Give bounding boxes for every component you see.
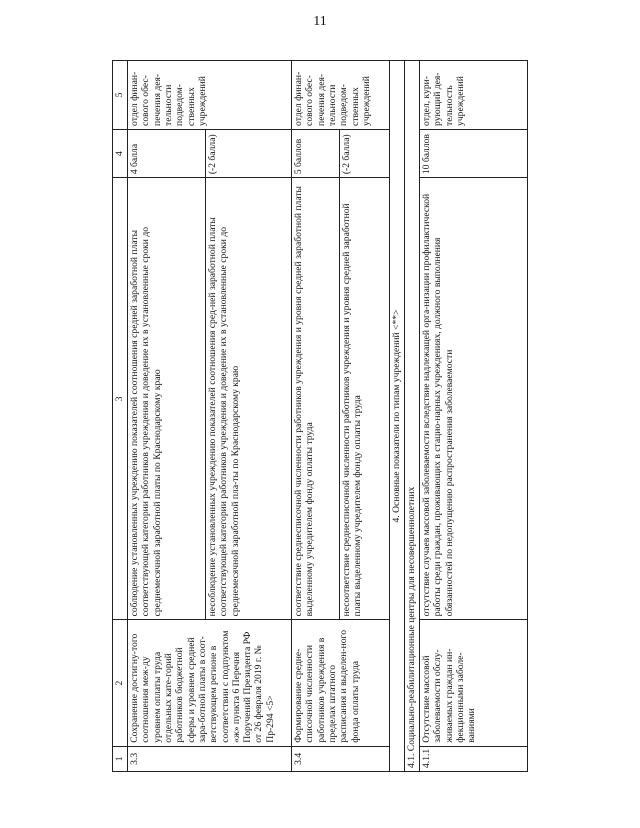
penalty-score: (-2 балла): [340, 129, 390, 177]
responsible-unit: отдел финан-сового обес-печения дея-тельности подведом-ственных учреждений: [292, 61, 390, 130]
condition-met: соблюдение установленных учреждению показателей соотношения средней заработной платы соответствующей категории работников учреждения и доведение их в установленные сроки до среднемесячной заработной платы по Краснодарскому краю: [128, 178, 206, 620]
rotated-table-area: [112, 60, 528, 772]
row-number: 4.1.1: [420, 746, 528, 771]
header-col-4: 4: [113, 129, 128, 177]
score: 4 балла: [128, 129, 206, 177]
header-col-3: 3: [113, 178, 128, 620]
landscape-page: [112, 60, 528, 772]
responsible-unit: отдел, кури-рующий дея-тельность учреждений: [420, 61, 528, 130]
table-row: [292, 61, 340, 772]
condition-met: отсутствие случаев массовой заболеваемости вследствие надлежащей орга-низации профилактической работы среди граждан, проживающих в стацио-нарных учреждениях, должного выполнения обязанностей по недопущению распространения заболеваемости: [420, 178, 528, 620]
table-row: [128, 61, 206, 772]
header-col-5: 5: [113, 61, 128, 130]
subsection-heading-row: [405, 61, 420, 772]
header-col-2: 2: [113, 620, 128, 746]
indicator-title: Формирование средне-списочной численности работников учреждения в пределах штатного расписания и выделен-ного фонда оплаты труда: [292, 620, 390, 746]
header-row: [113, 61, 128, 772]
table-row: [420, 61, 528, 772]
responsible-unit: отдел финан-сового обес-печения дея-тельности подведом-ственных учреждений: [128, 61, 292, 130]
score: 10 баллов: [420, 129, 528, 177]
condition-not-met: несоблюдение установленных учреждению показателей соотношения сред-ней заработной платы соответствующей категории работников учреждения и доведение их в установленные сроки до среднемесячной заработной пла-ты по Краснодарскому краю: [206, 178, 292, 620]
indicator-title: Сохранение достигну-того соотношения меж-ду уровнем оплаты труда отдельных кате-горий работников бюджетной сферы и уровнем средней зара-ботной платы в соот-ветствующем регионе в соответствии с подпунктом «ж» пункта 6 Перечня Поручений Президента РФ от 26 февраля 2019 г. № Пр-294 <5>: [128, 620, 292, 746]
row-number: 3.4: [292, 746, 390, 771]
penalty-score: (-2 балла): [206, 129, 292, 177]
condition-met: соответствие среднесписочной численности работников учреждения и уровня средней заработной платы выделенному учредителем фонду оплаты труда: [292, 178, 340, 620]
section-heading-row: [390, 61, 405, 772]
condition-not-met: несоответствие среднесписочной численности работников учреждения и уровня средней заработной платы выделенному учредителем фонду оплаты труда: [340, 178, 390, 620]
row-number: 3.3: [128, 746, 292, 771]
header-col-1: 1: [113, 746, 128, 771]
indicators-table: [112, 60, 528, 772]
score: 5 баллов: [292, 129, 340, 177]
subsection-heading: 4.1. Социально-реабилитационные центры для несовершеннолетних: [405, 61, 420, 772]
section-heading: 4. Основные показатели по типам учреждений <**>: [390, 61, 405, 772]
page-number: 11: [313, 14, 327, 29]
indicator-title: Отсутствие массовой заболеваемости обслу-живаемых граждан ин-фекционными заболе-ваниями: [420, 620, 528, 746]
